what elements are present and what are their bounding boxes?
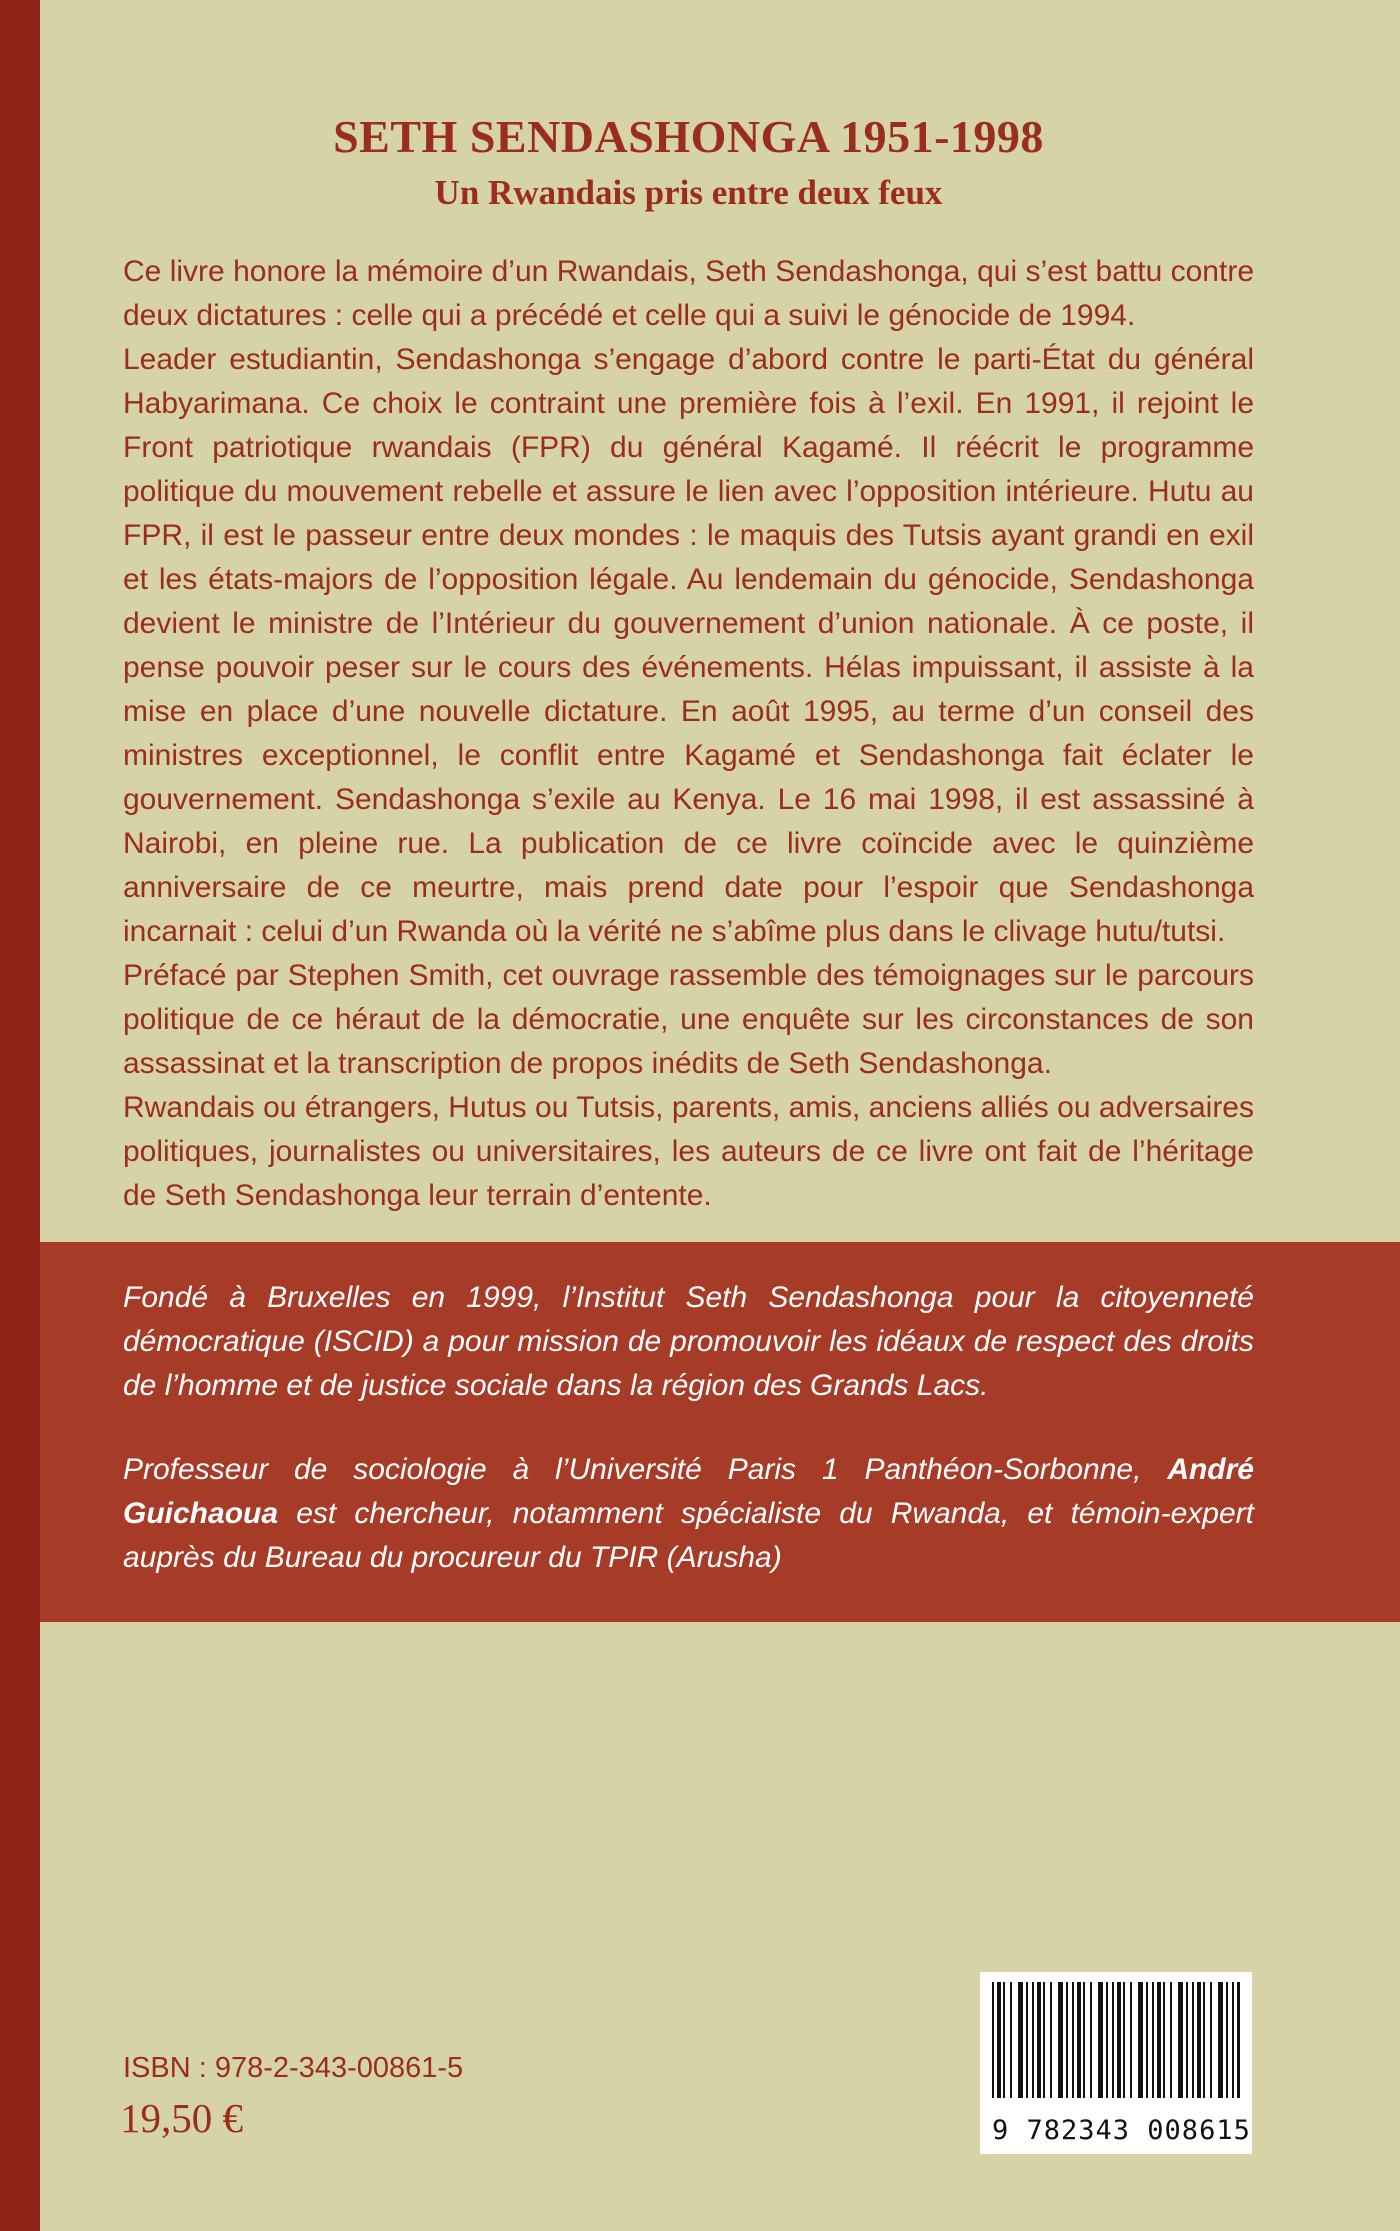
synopsis-paragraph-1: Ce livre honore la mémoire d’un Rwandais, Seth Sendashonga, qui s’est battu contre deux dictatures : celle qui a précédé et celle qui a suivi le génocide de 1994. [123, 255, 1254, 333]
synopsis-paragraph-4: Rwandais ou étrangers, Hutus ou Tutsis, parents, amis, anciens alliés ou adversaires politiques, journalistes ou universitaires, les auteurs de ce livre ont fait de l’héritage de Seth Sendashonga leur terrain d’entente. [123, 1091, 1254, 1213]
institute-paragraph: Fondé à Bruxelles en 1999, l’Institut Seth Sendashonga pour la citoyenneté démocratique (ISCID) a pour mission de promouvoir les idéaux de respect des droits de l’homme et de justice sociale dans la région des Grands Lacs. [123, 1281, 1254, 1403]
author-paragraph [123, 1448, 1254, 1580]
synopsis-paragraph-3: Préfacé par Stephen Smith, cet ouvrage rassemble des témoignages sur le parcours politique de ce héraut de la démocratie, une enquête sur les circonstances de son assassinat et la transcription de propos inédits de Seth Sendashonga. [123, 959, 1254, 1081]
book-subtitle: Un Rwandais pris entre deux feux [434, 172, 943, 212]
publisher-band [0, 1242, 1400, 1622]
author-name: André Guichaoua [123, 1453, 1254, 1531]
spine-stripe [0, 0, 40, 2231]
author-paragraph-lead: Professeur de sociologie à l’Université Paris 1 Panthéon-Sorbonne, [123, 1453, 1168, 1487]
synopsis [123, 250, 1254, 1218]
barcode-number: 9 782343 008615 [992, 2115, 1251, 2146]
book-title: SETH SENDASHONGA 1951-1998 [333, 111, 1044, 162]
author-paragraph-tail: est chercheur, notamment spécialiste du Rwanda, et témoin-expert auprès du Bureau du procureur du TPIR (Arusha) [123, 1497, 1254, 1575]
isbn-label: ISBN : 978-2-343-00861-5 [123, 2052, 464, 2084]
barcode-bars-icon [992, 1982, 1240, 2098]
price-label: 19,50 € [120, 2095, 243, 2141]
barcode [980, 1972, 1252, 2154]
synopsis-paragraph-2: Leader estudiantin, Sendashonga s’engage d’abord contre le parti-État du général Habyarimana. Ce choix le contraint une première fois à l’exil. En 1991, il rejoint le Front patriotique rwandais (FPR) du général Kagamé. Il réécrit le programme politique du mouvement rebelle et assure le lien avec l’opposition intérieure. Hutu au FPR, il est le passeur entre deux mondes : le maquis des Tutsis ayant grandi en exil et les états-majors de l’opposition légale. Au lendemain du génocide, Sendashonga devient le ministre de l’Intérieur du gouvernement d’union nationale. À ce poste, il pense pouvoir peser sur le cours des événements. Hélas impuissant, il assiste à la mise en place d’une nouvelle dictature. En août 1995, au terme d’un conseil des ministres exceptionnel, le conflit entre Kagamé et Sendashonga fait éclater le gouvernement. Sendashonga s’exile au Kenya. Le 16 mai 1998, il est assassiné à Nairobi, en pleine rue. La publication de ce livre coïncide avec le quinzième anniversaire de ce meurtre, mais prend date pour l’espoir que Sendashonga incarnait : celui d’un Rwanda où la vérité ne s’abîme plus dans le clivage hutu/tutsi. [123, 343, 1254, 949]
